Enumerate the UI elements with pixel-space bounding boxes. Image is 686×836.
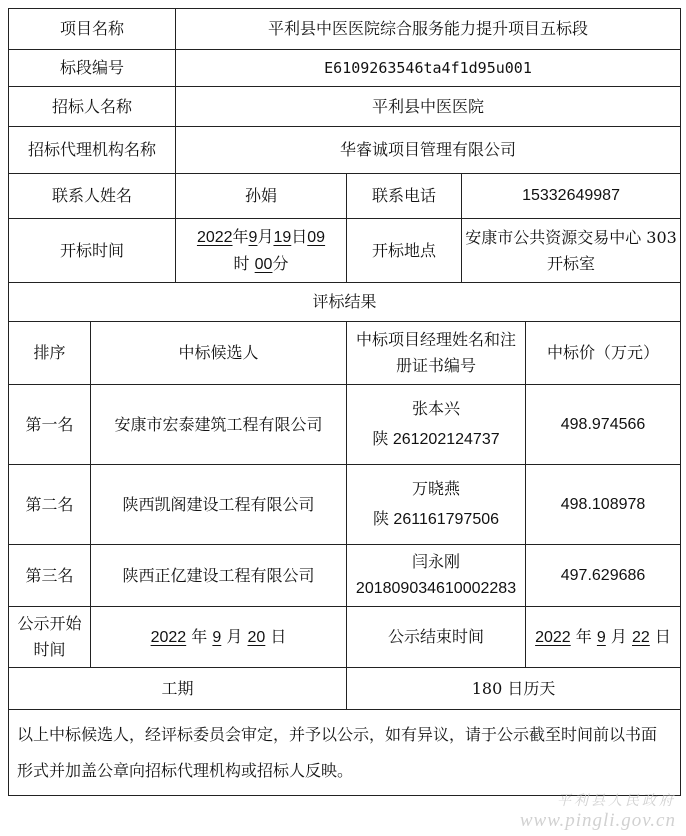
opening-minute: 00: [254, 255, 273, 273]
watermark-url: www.pingli.gov.cn: [519, 810, 676, 831]
manager-cert: 陕 261161797506: [372, 511, 500, 528]
manager-cert: 陕 261202124737: [372, 431, 500, 448]
opening-year: 2022: [196, 228, 233, 246]
tenderer-label: 招标人名称: [9, 87, 176, 127]
publicity-end-value: 2022 年 9 月 22 日: [526, 607, 681, 668]
header-candidate: 中标候选人: [91, 322, 347, 385]
manager-name: 闫永刚: [412, 552, 461, 571]
manager-cell: [347, 465, 526, 545]
watermark-title: 平利县人民政府: [557, 794, 676, 809]
publicity-note: 以上中标候选人，经评标委员会审定，并予以公示，如有异议，请于公示截至时间前以书面形式并加盖公章向招标代理机构或招标人反映。: [9, 710, 681, 796]
rank-cell: 第一名: [9, 385, 91, 465]
table-row: [9, 385, 681, 465]
publicity-start-value: 2022 年 9 月 20 日: [91, 607, 347, 668]
contact-phone-value: 15332649987: [462, 174, 681, 219]
manager-name: 万晓燕: [412, 479, 461, 498]
opening-day: 19: [273, 228, 292, 246]
tenderer-value: 平利县中医医院: [176, 87, 681, 127]
price-cell: 497.629686: [526, 545, 681, 607]
publicity-start-label: 公示开始时间: [9, 607, 91, 668]
opening-place-value: 安康市公共资源交易中心 303 开标室: [462, 219, 681, 283]
candidate-cell: 陕西正亿建设工程有限公司: [91, 545, 347, 607]
contact-phone-label: 联系电话: [347, 174, 462, 219]
rank-cell: 第三名: [9, 545, 91, 607]
table-row: [9, 465, 681, 545]
section-number-label: 标段编号: [9, 50, 176, 87]
price-cell: 498.974566: [526, 385, 681, 465]
agency-value: 华睿诚项目管理有限公司: [176, 127, 681, 174]
manager-cert: 201809034610002283: [355, 580, 517, 597]
price-cell: 498.108978: [526, 465, 681, 545]
manager-cell: [347, 385, 526, 465]
result-title: 评标结果: [9, 283, 681, 322]
opening-place-label: 开标地点: [347, 219, 462, 283]
header-price: 中标价（万元）: [526, 322, 681, 385]
table-row: [9, 545, 681, 607]
agency-label: 招标代理机构名称: [9, 127, 176, 174]
contact-name-label: 联系人姓名: [9, 174, 176, 219]
manager-name: 张本兴: [412, 399, 461, 418]
project-name-value: 平利县中医医院综合服务能力提升项目五标段: [176, 9, 681, 50]
contact-name-value: 孙娟: [176, 174, 347, 219]
candidate-cell: 陕西凯阁建设工程有限公司: [91, 465, 347, 545]
opening-time-label: 开标时间: [9, 219, 176, 283]
candidate-cell: 安康市宏泰建筑工程有限公司: [91, 385, 347, 465]
site-watermark: [520, 790, 676, 832]
manager-cell: [347, 545, 526, 607]
header-rank: 排序: [9, 322, 91, 385]
bid-result-table: [8, 8, 681, 796]
opening-time-value: 2022年9月19日09 时 00分: [176, 219, 347, 283]
publicity-end-label: 公示结束时间: [347, 607, 526, 668]
duration-value: 180 日历天: [347, 668, 681, 710]
opening-month: 9: [248, 228, 258, 246]
opening-hour: 09: [307, 228, 326, 246]
section-number-value: E6109263546ta4f1d95u001: [176, 50, 681, 87]
project-name-label: 项目名称: [9, 9, 176, 50]
duration-label: 工期: [9, 668, 347, 710]
header-manager: 中标项目经理姓名和注册证书编号: [347, 322, 526, 385]
rank-cell: 第二名: [9, 465, 91, 545]
